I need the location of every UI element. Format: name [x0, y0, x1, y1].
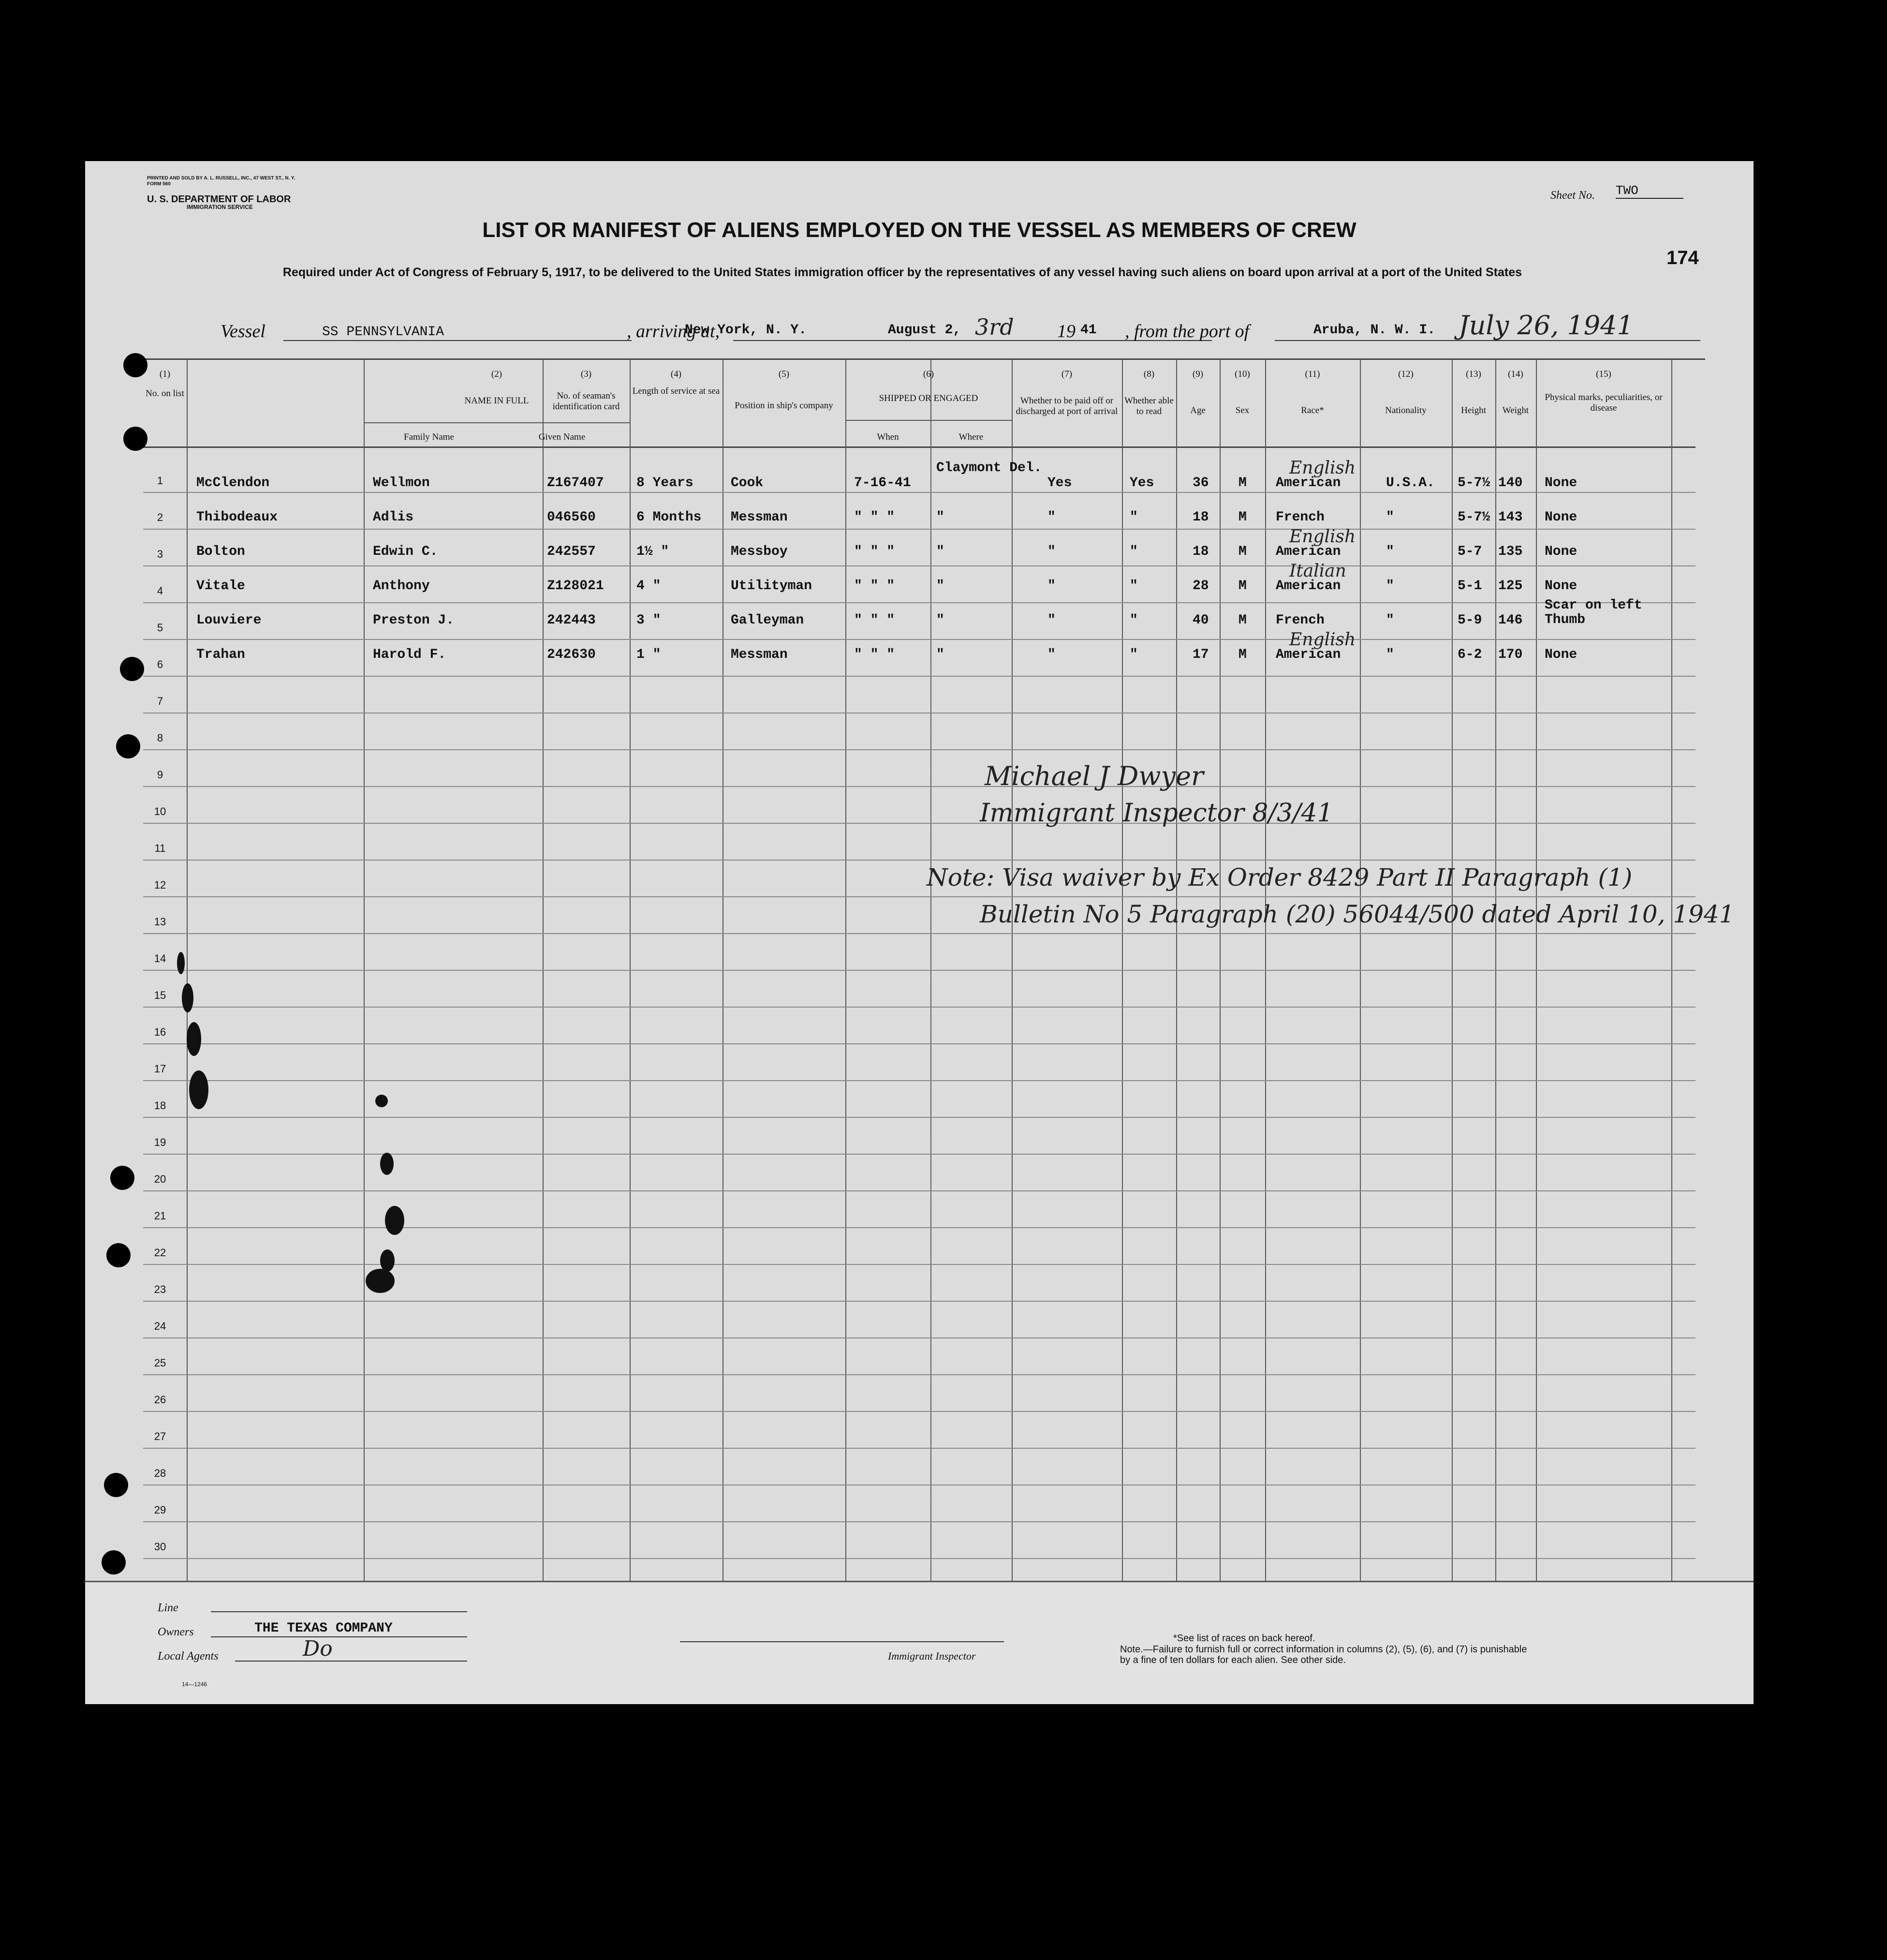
cell-family: Louviere: [196, 613, 262, 628]
row-line: [143, 896, 1695, 897]
cell-length: 8 Years: [636, 475, 693, 490]
cell-where: ": [936, 544, 944, 559]
cell-family: Thibodeaux: [196, 510, 278, 525]
owners-label: Owners: [158, 1626, 194, 1638]
cell-marks: Scar on left Thumb: [1545, 598, 1642, 627]
colnum-7: (7): [1061, 369, 1073, 379]
cell-id: Z167407: [547, 475, 604, 490]
row-number: 3: [157, 548, 163, 560]
colnum-3: (3): [580, 369, 592, 379]
colnum-4: (4): [670, 369, 682, 379]
cell-position: Galleyman: [731, 613, 804, 628]
cell-marks: None: [1545, 475, 1577, 490]
row-number: 4: [157, 585, 163, 597]
agents-ditto: Do: [303, 1636, 333, 1661]
cell-race-hand: English: [1289, 458, 1356, 478]
punch-hole: [116, 734, 140, 758]
cell-weight: 170: [1498, 647, 1523, 662]
cell-nationality: ": [1386, 613, 1394, 628]
cell-age: 40: [1193, 613, 1209, 628]
manifest-sheet: [85, 161, 1754, 1704]
colnum-2: (2): [491, 369, 502, 379]
cell-read: ": [1130, 510, 1138, 525]
cell-where: ": [936, 613, 944, 628]
vessel-underline: [283, 340, 632, 341]
cell-where: Claymont Del.: [936, 460, 1042, 475]
hdr-physical: Physical marks, peculiarities, or disease: [1545, 392, 1663, 413]
cell-given: Edwin C.: [373, 544, 438, 559]
cell-height: 5-9: [1458, 613, 1482, 628]
col-line-14: [1452, 359, 1453, 1704]
col-line-13: [1360, 359, 1361, 1704]
row-line: [143, 786, 1695, 787]
row-number: 20: [154, 1173, 166, 1185]
punch-hole: [123, 427, 147, 451]
hdr-paid-off: Whether to be paid off or discharged at port of arrival: [1016, 396, 1118, 416]
cell-race: American: [1276, 647, 1341, 662]
row-number: 7: [157, 695, 163, 707]
year-value: 41: [1080, 323, 1097, 338]
hdr-age: Age: [1190, 405, 1206, 416]
cell-age: 28: [1193, 579, 1209, 594]
ink-smudge: [182, 983, 193, 1012]
row-line: [143, 1374, 1695, 1375]
vessel-row: [221, 321, 265, 342]
cell-position: Utilityman: [731, 579, 812, 594]
cell-read: Yes: [1130, 475, 1154, 490]
cell-weight: 146: [1498, 613, 1523, 628]
cell-height: 5-7½: [1458, 510, 1490, 525]
cell-race-hand: Italian: [1289, 561, 1346, 581]
hdr-shipped: SHIPPED OR ENGAGED: [879, 393, 978, 403]
hdr-family-name: Family Name: [404, 432, 454, 442]
row-line: [143, 970, 1695, 971]
cell-position: Messman: [731, 647, 788, 662]
cell-sex: M: [1238, 510, 1247, 525]
colnum-6: (6): [923, 369, 934, 379]
cell-sex: M: [1238, 544, 1247, 559]
row-line: [143, 565, 1695, 566]
cell-where: ": [936, 579, 944, 594]
row-line: [143, 1117, 1695, 1118]
cell-length: 1½ ": [636, 544, 669, 559]
cell-read: ": [1130, 647, 1138, 662]
row-line: [143, 1521, 1695, 1522]
cell-marks: None: [1545, 579, 1577, 594]
cell-where: ": [936, 647, 944, 662]
row-line: [143, 602, 1695, 603]
cell-weight: 135: [1498, 544, 1523, 559]
colnum-12: (12): [1398, 369, 1414, 379]
hdr-position: Position in ship's company: [735, 401, 833, 411]
row-number: 22: [154, 1247, 166, 1259]
cell-when: " " ": [854, 510, 895, 525]
row-number: 13: [154, 916, 166, 928]
owners-value: THE TEXAS COMPANY: [254, 1621, 393, 1636]
row-number: 9: [157, 769, 163, 781]
date-value: August 2,: [888, 323, 961, 338]
cell-family: McClendon: [196, 475, 270, 490]
colnum-9: (9): [1192, 369, 1204, 379]
hdr-sex: Sex: [1235, 405, 1250, 416]
cell-family: Trahan: [196, 647, 245, 662]
col-line-12: [1265, 359, 1266, 1704]
row-line: [143, 1411, 1695, 1412]
colnum-8: (8): [1143, 369, 1155, 379]
cell-marks: None: [1545, 544, 1577, 559]
cell-id: 242443: [547, 613, 596, 628]
cell-marks: None: [1545, 647, 1577, 662]
cell-age: 18: [1193, 544, 1209, 559]
col-line-6: [845, 359, 846, 1704]
cell-read: ": [1130, 613, 1138, 628]
agents-label: Local Agents: [158, 1650, 219, 1663]
hdr-race: Race*: [1301, 405, 1324, 416]
col-line-11: [1220, 359, 1221, 1704]
shipped-sub-line: [930, 422, 931, 1704]
visa-note-line1: Note: Visa waiver by Ex Order 8429 Part II Paragraph (1): [927, 863, 1633, 891]
col-line-15: [1495, 359, 1496, 1704]
sheet-label: Sheet No.: [1550, 189, 1595, 202]
cell-nationality: ": [1386, 579, 1394, 594]
hdr-able-read: Whether able to read: [1124, 396, 1174, 416]
name-split-line: [364, 422, 630, 423]
hdr-where: Where: [958, 432, 984, 442]
row-line: [143, 492, 1695, 493]
printer-line: PRINTED AND SOLD BY A. L. RUSSELL, INC., 47 WEST ST., N. Y. FORM 560: [147, 176, 295, 187]
row-line: [143, 1043, 1695, 1044]
cell-race: American: [1276, 544, 1341, 559]
punch-hole: [102, 1550, 126, 1574]
col-line-16: [1536, 359, 1537, 1704]
hdr-height: Height: [1461, 405, 1486, 416]
col-line-2: [364, 359, 365, 1704]
arriving-value: New York, N. Y.: [685, 323, 807, 338]
row-number: 25: [154, 1357, 166, 1369]
row-number: 10: [154, 805, 166, 817]
cell-nationality: U.S.A.: [1386, 475, 1435, 490]
row-line: [143, 1080, 1695, 1081]
row-number: 16: [154, 1026, 166, 1038]
row-number: 26: [154, 1394, 166, 1406]
vessel-label: Vessel: [221, 321, 265, 342]
ink-smudge: [177, 952, 185, 974]
row-line: [143, 1301, 1695, 1302]
colnum-5: (5): [778, 369, 790, 379]
cell-age: 17: [1193, 647, 1209, 662]
row-line: [143, 823, 1695, 824]
arriving-label: , arriving at,: [627, 321, 720, 342]
col-line-17: [1671, 359, 1672, 1704]
cell-id: Z128021: [547, 579, 604, 594]
row-line: [143, 1558, 1695, 1559]
year-prefix: 19: [1057, 321, 1076, 342]
line-label: Line: [158, 1602, 178, 1614]
cell-height: 6-2: [1458, 647, 1482, 662]
cell-length: 1 ": [636, 647, 661, 662]
col-line-4: [630, 359, 631, 1704]
header-bottom-border: [143, 446, 1695, 448]
row-number: 18: [154, 1099, 166, 1112]
from-label: , from the port of: [1125, 321, 1250, 342]
hdr-name-in-full: NAME IN FULL: [464, 396, 529, 406]
service: IMMIGRATION SERVICE: [187, 204, 253, 210]
cell-position: Messboy: [731, 544, 788, 559]
colnum-14: (14): [1508, 369, 1523, 379]
cell-when: " " ": [854, 544, 895, 559]
row-line: [143, 933, 1695, 934]
fine-note: Note.—Failure to furnish full or correct information in columns (2), (5), (6), and (7) is punishable by a fine of ten dollars for each alien. See other side.: [1120, 1644, 1527, 1665]
cell-race: American: [1276, 579, 1341, 594]
shipped-split-line: [845, 420, 1012, 421]
cell-nationality: ": [1386, 510, 1394, 525]
row-number: 14: [154, 952, 166, 965]
row-number: 12: [154, 879, 166, 891]
line-underline: [211, 1611, 467, 1612]
row-number: 17: [154, 1063, 166, 1075]
cell-weight: 140: [1498, 475, 1523, 490]
row-number: 23: [154, 1283, 166, 1295]
row-number: 29: [154, 1504, 166, 1516]
cell-id: 046560: [547, 510, 596, 525]
ink-smudge: [189, 1070, 208, 1109]
row-line: [143, 1227, 1695, 1228]
cell-paid: ": [1047, 510, 1056, 525]
cell-when: " " ": [854, 579, 895, 594]
cell-family: Vitale: [196, 579, 245, 594]
row-line: [143, 1337, 1695, 1338]
cell-nationality: ": [1386, 647, 1394, 662]
cell-paid: ": [1047, 647, 1056, 662]
cell-family: Bolton: [196, 544, 245, 559]
cell-sex: M: [1238, 647, 1247, 662]
cell-paid: Yes: [1047, 475, 1072, 490]
hdr-weight: Weight: [1502, 405, 1529, 416]
cell-id: 242630: [547, 647, 596, 662]
row-number: 6: [157, 658, 163, 670]
punch-hole: [106, 1243, 131, 1267]
hdr-no-on-list: No. on list: [146, 388, 184, 399]
row-line: [143, 1190, 1695, 1191]
hdr-length-service: Length of service at sea: [632, 386, 720, 396]
row-line: [143, 639, 1695, 640]
cell-weight: 143: [1498, 510, 1523, 525]
col-line-9: [1122, 359, 1123, 1704]
ink-smudge: [187, 1022, 201, 1056]
cell-given: Wellmon: [373, 475, 430, 490]
row-line: [143, 1264, 1695, 1265]
cell-race: American: [1276, 475, 1341, 490]
date-hand: 3rd: [975, 314, 1014, 340]
race-note: *See list of races on back hereof.: [1173, 1633, 1315, 1644]
cell-length: 3 ": [636, 613, 661, 628]
visa-note-line2: Bulletin No 5 Paragraph (20) 56044/500 dated April 10, 1941: [980, 900, 1735, 928]
colnum-10: (10): [1235, 369, 1250, 379]
ink-smudge: [385, 1206, 404, 1235]
row-number: 15: [154, 989, 166, 1001]
port-date-hand: July 26, 1941: [1459, 310, 1634, 341]
cell-position: Cook: [731, 475, 764, 490]
sheet-value: TWO: [1616, 183, 1683, 199]
row-number: 8: [157, 732, 163, 744]
row-number: 24: [154, 1320, 166, 1332]
row-number: 2: [157, 511, 163, 523]
cell-race-hand: English: [1289, 527, 1356, 547]
owners-underline: [211, 1636, 467, 1637]
cell-race: French: [1276, 510, 1325, 525]
cell-read: ": [1130, 544, 1138, 559]
colnum-15: (15): [1596, 369, 1611, 379]
punch-hole: [123, 353, 147, 377]
ink-smudge: [375, 1095, 388, 1107]
row-number: 21: [154, 1210, 166, 1222]
cell-given: Harold F.: [373, 647, 446, 662]
ink-smudge: [380, 1249, 395, 1272]
cell-age: 36: [1193, 475, 1209, 490]
table-top-border: [129, 358, 1705, 360]
cell-length: 6 Months: [636, 510, 702, 525]
cell-when: 7-16-41: [854, 475, 911, 490]
cell-height: 5-7½: [1458, 475, 1490, 490]
footer: [85, 1581, 1754, 1704]
row-number: 11: [154, 842, 166, 854]
hdr-when: When: [877, 432, 899, 442]
page-subtitle: Required under Act of Congress of February 5, 1917, to be delivered to the United States immigration officer by the representatives of any vessel having such aliens on board upon arrival at a port of the United States: [282, 266, 1522, 279]
row-line: [143, 860, 1695, 861]
col-line-8: [1012, 359, 1013, 1704]
cell-paid: ": [1047, 579, 1056, 594]
ink-smudge: [380, 1153, 394, 1175]
port-value: Aruba, N. W. I.: [1313, 323, 1436, 338]
cell-when: " " ": [854, 647, 895, 662]
cell-paid: ": [1047, 544, 1056, 559]
row-number: 19: [154, 1136, 166, 1148]
cell-height: 5-7: [1458, 544, 1482, 559]
col-line-5: [722, 359, 723, 1704]
cell-marks: None: [1545, 510, 1577, 525]
row-line: [143, 749, 1695, 750]
cell-given: Anthony: [373, 579, 430, 594]
row-number: 1: [157, 475, 163, 487]
agents-underline: [235, 1661, 467, 1662]
row-line: [143, 1154, 1695, 1155]
colnum-11: (11): [1305, 369, 1320, 379]
cell-race-hand: English: [1289, 630, 1356, 650]
col-line-10: [1176, 359, 1177, 1704]
row-number: 30: [154, 1541, 166, 1553]
inspector-underline: [680, 1641, 1004, 1642]
inspector-signature: Michael J Dwyer: [985, 761, 1204, 791]
inspector-label: Immigrant Inspector: [888, 1650, 976, 1662]
department: U. S. DEPARTMENT OF LABOR: [147, 194, 291, 205]
cell-weight: 125: [1498, 579, 1523, 594]
stamp-number: 174: [1666, 247, 1699, 268]
hdr-nationality: Nationality: [1385, 405, 1427, 416]
vessel-value: SS PENNSYLVANIA: [322, 325, 444, 340]
punch-hole: [110, 1166, 134, 1190]
cell-position: Messman: [731, 510, 788, 525]
colnum-1: (1): [159, 369, 171, 379]
cell-read: ": [1130, 579, 1138, 594]
cell-sex: M: [1238, 613, 1247, 628]
row-number: 27: [154, 1430, 166, 1442]
form-code: 14—1246: [182, 1681, 207, 1688]
col-line-3: [543, 359, 544, 1704]
colnum-13: (13): [1466, 369, 1481, 379]
row-line: [143, 676, 1695, 677]
inspector-title-date: Immigrant Inspector 8/3/41: [980, 799, 1333, 828]
cell-nationality: ": [1386, 544, 1394, 559]
row-number: 5: [157, 622, 163, 634]
cell-when: " " ": [854, 613, 895, 628]
cell-where: ": [936, 510, 944, 525]
row-line: [143, 529, 1695, 530]
ink-smudge: [366, 1269, 395, 1293]
row-line: [143, 1448, 1695, 1449]
row-line: [143, 1007, 1695, 1008]
page-title: LIST OR MANIFEST OF ALIENS EMPLOYED ON THE VESSEL AS MEMBERS OF CREW: [482, 218, 1356, 242]
row-number: 28: [154, 1467, 166, 1479]
cell-age: 18: [1193, 510, 1209, 525]
cell-paid: ": [1047, 613, 1056, 628]
cell-height: 5-1: [1458, 579, 1482, 594]
hdr-given-name: Given Name: [538, 432, 586, 442]
hdr-id-card: No. of seaman's identification card: [552, 391, 620, 412]
punch-hole: [120, 657, 144, 681]
cell-given: Adlis: [373, 510, 414, 525]
cell-length: 4 ": [636, 579, 661, 594]
cell-sex: M: [1238, 579, 1247, 594]
cell-given: Preston J.: [373, 613, 455, 628]
cell-sex: M: [1238, 475, 1247, 490]
punch-hole: [104, 1473, 128, 1497]
cell-race: French: [1276, 613, 1325, 628]
cell-id: 242557: [547, 544, 596, 559]
